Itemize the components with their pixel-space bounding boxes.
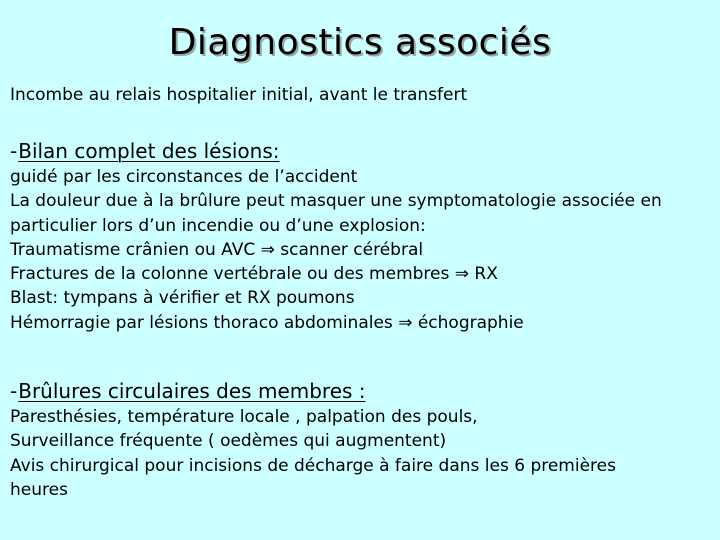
intro-text: Incombe au relais hospitalier initial, avant le transfert (10, 85, 468, 105)
section-brulures (10, 377, 710, 502)
list-line: Blast: tympans à vérifier et RX poumons (10, 288, 355, 309)
list-line: Avis chirurgical pour incisions de décharge à faire dans les 6 premières (10, 455, 616, 476)
heading-dash: - (10, 139, 18, 163)
section-lines (10, 165, 710, 335)
list-line: Traumatisme crânien ou AVC ⇒ scanner cérébral (10, 239, 424, 260)
section-heading-text: Brûlures circulaires des membres : (18, 379, 366, 403)
list-line: Paresthésies, température locale , palpation des pouls, (10, 407, 478, 427)
list-line: La douleur due à la brûlure peut masquer une symptomatologie associée en (10, 191, 662, 212)
list-line: particulier lors d’un incendie ou d’une explosion: (10, 215, 426, 236)
list-line: Surveillance fréquente ( oedèmes qui augmentent) (10, 431, 447, 452)
list-line: Fractures de la colonne vertébrale ou des membres ⇒ RX (10, 264, 498, 285)
section-heading-text: Bilan complet des lésions: (18, 139, 280, 163)
section-bilan (10, 137, 710, 335)
section-heading (10, 137, 710, 165)
list-line: heures (10, 479, 68, 500)
heading-dash: - (10, 379, 18, 403)
list-line: Hémorragie par lésions thoraco abdominales ⇒ échographie (10, 312, 524, 333)
list-line: guidé par les circonstances de l’accident (10, 167, 358, 187)
slide-title: Diagnostics associés (168, 22, 552, 63)
section-heading (10, 377, 710, 405)
section-lines (10, 405, 710, 502)
